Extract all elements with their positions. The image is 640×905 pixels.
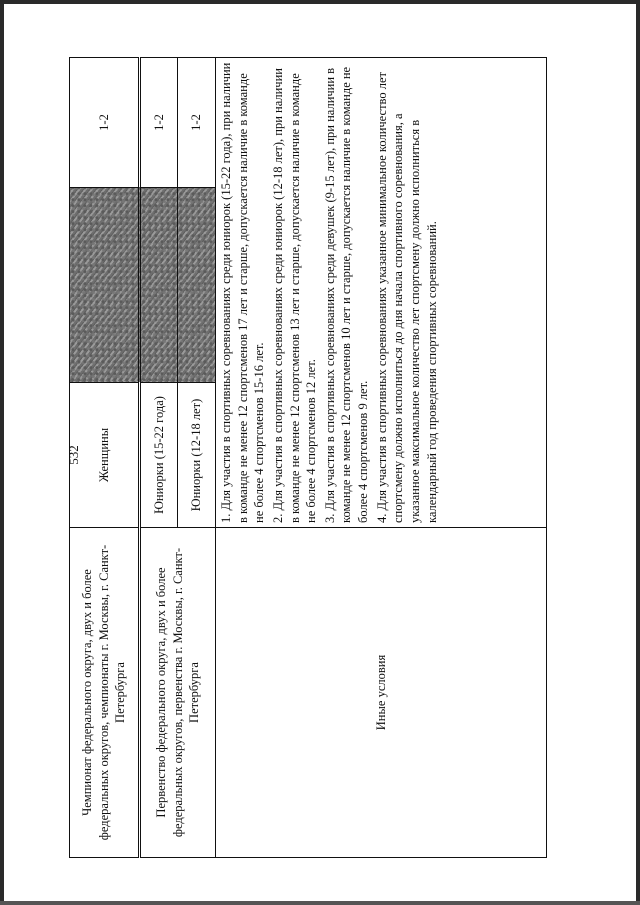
group-cell: Юниорки (15-22 года) (140, 383, 178, 528)
value-cell: 1-2 (178, 58, 216, 188)
table-row (140, 58, 178, 858)
value-cell: 1-2 (70, 58, 140, 188)
condition-paragraph: 1. Для участия в спортивных соревнованиях среди юниорок (15-22 года), при наличии в команде не менее 12 спортсменов 17 лет и старше, допускается наличие в команде не более 4 спортсменов 15-16 лет. (219, 62, 267, 523)
page-number: 532 (65, 445, 81, 465)
other-conditions-text (216, 58, 547, 528)
scan-border-left (0, 0, 4, 905)
redacted-cell (140, 188, 178, 383)
table-row (216, 58, 547, 858)
value-cell: 1-2 (140, 58, 178, 188)
competition-cell: Первенство федерального округа, двух и более федеральных округов, первенства г. Москвы, г. Санкт-Петербурга (140, 528, 216, 858)
redacted-cell (70, 188, 140, 383)
redacted-cell (178, 188, 216, 383)
condition-paragraph: 4. Для участия в спортивных соревнованиях указанное минимальное количество лет спортсмену должно исполниться до дня начала спортивного соревнования, а указанное максимальное количество лет спортсмену должно исполниться в календарный год проведения спортивных соревнований. (374, 72, 439, 523)
group-cell: Юниорки (12-18 лет) (178, 383, 216, 528)
scan-border-top (0, 0, 640, 4)
rotated-table-container (69, 58, 547, 858)
condition-paragraph: 2. Для участия в спортивных соревнованиях среди юниорок (12-18 лет), при наличии в команде не менее 12 спортсменов 13 лет и старше, допускается наличие в команде не более 4 спортсменов 12 лет. (270, 68, 319, 523)
competition-table (69, 57, 547, 858)
competition-cell: Чемпионат федерального округа, двух и более федеральных округов, чемпионаты г. Москвы, г. Санкт-Петербурга (70, 528, 140, 858)
condition-paragraph: 3. Для участия в спортивных соревнованиях среди девушек (9-15 лет), при наличии в команде не менее 12 спортсменов 10 лет и старше, допускается наличие в команде не более 4 спортсменов 9 лет. (322, 66, 370, 523)
scan-border-bottom (0, 901, 640, 905)
other-conditions-label: Иные условия (216, 528, 547, 858)
scan-border-right (636, 0, 640, 905)
table-row (70, 58, 140, 858)
group-cell: Женщины (70, 383, 140, 528)
